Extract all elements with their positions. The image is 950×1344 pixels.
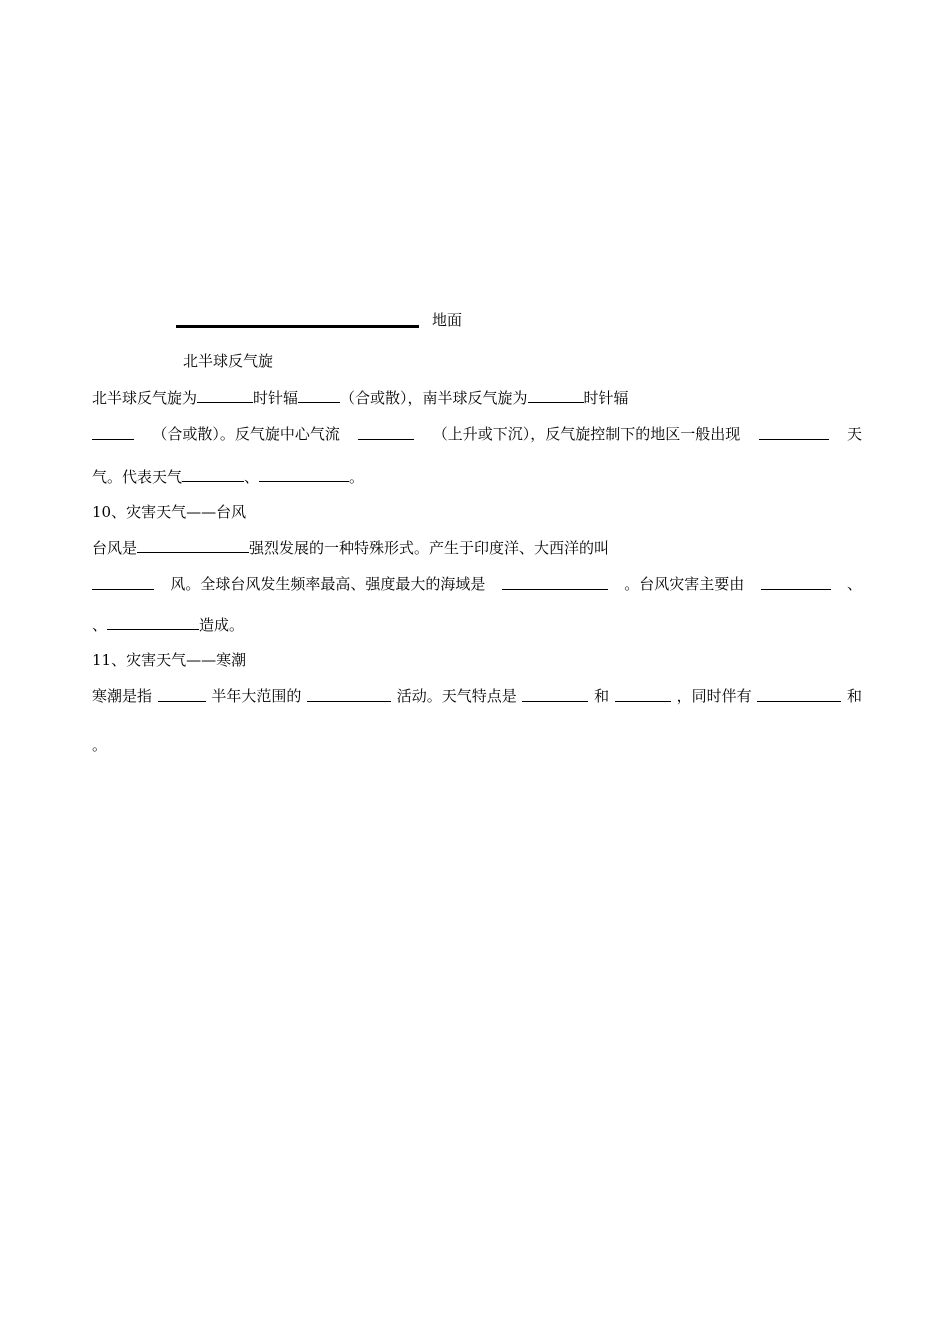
text-segment: 和 [594, 687, 610, 705]
text-segment: 天 [846, 425, 862, 443]
blank-field [107, 614, 199, 630]
text-segment: 时针辐 [253, 389, 299, 407]
text-line-8: 。 [92, 736, 108, 754]
section-heading-11: 11、灾害天气——寒潮 [92, 651, 247, 669]
blank-field [182, 466, 244, 482]
text-line-1 [92, 387, 629, 408]
blank-field [761, 574, 831, 590]
blank-field [92, 574, 154, 590]
blank-field [298, 387, 340, 403]
text-segment: 和 [846, 687, 862, 705]
blank-field [615, 686, 671, 702]
blank-field [92, 424, 134, 440]
blank-field [522, 686, 588, 702]
text-segment: 活动。天气特点是 [396, 687, 517, 705]
text-segment: 寒潮是指 [92, 687, 153, 705]
text-segment: 、 [92, 616, 108, 634]
blank-field [197, 387, 253, 403]
text-segment: 气。代表天气 [92, 468, 183, 486]
blank-field [528, 387, 584, 403]
text-segment: （上升或下沉），反气旋控制下的地区一般出现 [432, 425, 741, 443]
text-line-3 [92, 466, 364, 487]
text-segment: （合或散）。反气旋中心气流 [152, 425, 340, 443]
text-segment: ，同时伴有 [676, 687, 752, 705]
ground-label: 地面 [432, 311, 463, 329]
blank-field [759, 424, 829, 440]
text-line-7 [92, 686, 862, 706]
text-line-4 [92, 537, 609, 558]
text-segment: 强烈发展的一种特殊形式。产生于印度洋、大西洋的叫 [249, 539, 610, 557]
blank-field [502, 574, 608, 590]
blank-field [307, 686, 391, 702]
blank-field [259, 466, 349, 482]
blank-field [358, 424, 414, 440]
text-segment: 风。全球台风发生频率最高、强度最大的海域是 [170, 575, 486, 593]
text-segment: 、 [244, 468, 260, 486]
text-segment: 造成。 [199, 616, 245, 634]
blank-field [137, 537, 249, 553]
text-segment: （合或散），南半球反气旋为 [340, 389, 528, 407]
text-segment: 半年大范围的 [211, 687, 302, 705]
text-segment: 。 [349, 468, 365, 486]
diagram-caption: 北半球反气旋 [183, 352, 274, 370]
ground-line [176, 325, 419, 328]
blank-field [757, 686, 841, 702]
text-segment: 。台风灾害主要由 [624, 575, 745, 593]
section-heading-10: 10、灾害天气——台风 [92, 503, 247, 521]
text-segment: 、 [846, 575, 862, 593]
text-line-2 [92, 424, 862, 444]
text-segment: 北半球反气旋为 [92, 389, 198, 407]
text-segment: 台风是 [92, 539, 138, 557]
text-line-6 [92, 614, 244, 635]
text-line-5 [92, 574, 862, 594]
text-segment: 时针辐 [583, 389, 629, 407]
blank-field [158, 686, 206, 702]
